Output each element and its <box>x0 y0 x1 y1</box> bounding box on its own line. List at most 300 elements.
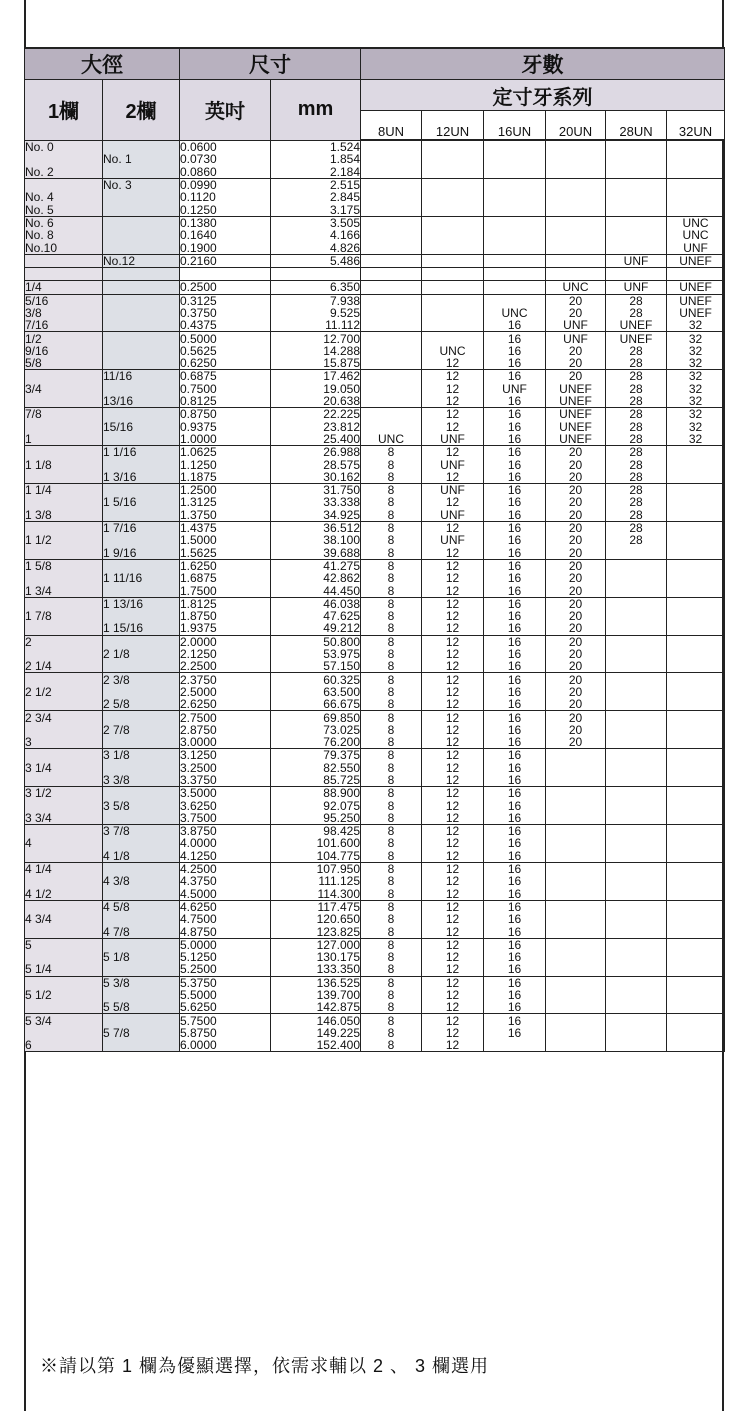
col2-size <box>103 433 180 446</box>
inch-value: 0.5625 <box>180 345 271 357</box>
mm-value: 88.900 <box>271 787 361 800</box>
table-row <box>25 521 725 534</box>
pitch-12un: 12 <box>422 736 484 749</box>
pitch-32un <box>667 862 725 875</box>
col2-size: 1 9/16 <box>103 547 180 560</box>
pitch-16un: 16 <box>484 888 546 901</box>
mm-value: 123.825 <box>271 925 361 938</box>
pitch-32un <box>667 458 725 470</box>
mm-value: 4.826 <box>271 241 361 254</box>
pitch-20un <box>546 153 606 165</box>
col1-size: 2 <box>25 635 103 648</box>
pitch-16un: 16 <box>484 471 546 484</box>
pitch-32un: 32 <box>667 383 725 395</box>
col2-size <box>103 203 180 216</box>
pitch-28un: 28 <box>606 484 667 497</box>
mm-value <box>271 267 361 280</box>
pitch-8un: 8 <box>361 900 422 913</box>
col1-size <box>25 749 103 762</box>
header-inch: 英吋 <box>180 80 271 141</box>
table-row <box>25 622 725 635</box>
pitch-28un <box>606 736 667 749</box>
pitch-12un: 12 <box>422 762 484 774</box>
pitch-28un: 28 <box>606 471 667 484</box>
pitch-8un <box>361 153 422 165</box>
mm-value: 79.375 <box>271 749 361 762</box>
mm-value: 47.625 <box>271 610 361 622</box>
col2-size <box>103 140 180 153</box>
mm-value: 17.462 <box>271 370 361 383</box>
col2-size <box>103 584 180 597</box>
pitch-16un: 16 <box>484 319 546 332</box>
pitch-8un: 8 <box>361 762 422 774</box>
col1-size <box>25 925 103 938</box>
col2-size: 1 7/16 <box>103 521 180 534</box>
mm-value: 111.125 <box>271 875 361 887</box>
inch-value: 0.1120 <box>180 191 271 203</box>
pitch-12un: 12 <box>422 787 484 800</box>
col2-size: No.12 <box>103 254 180 267</box>
table-row <box>25 446 725 459</box>
pitch-8un: 8 <box>361 787 422 800</box>
col1-size: 1 5/8 <box>25 559 103 572</box>
col2-size: 11/16 <box>103 370 180 383</box>
pitch-20un: UNC <box>546 281 606 294</box>
mm-value: 36.512 <box>271 521 361 534</box>
pitch-28un <box>606 597 667 610</box>
col2-size <box>103 559 180 572</box>
pitch-16un <box>484 254 546 267</box>
pitch-16un: 16 <box>484 698 546 711</box>
col1-size: No. 0 <box>25 140 103 153</box>
pitch-8un <box>361 178 422 191</box>
pitch-8un: 8 <box>361 559 422 572</box>
col1-size <box>25 622 103 635</box>
pitch-12un <box>422 254 484 267</box>
pitch-12un <box>422 216 484 229</box>
pitch-16un: 16 <box>484 925 546 938</box>
pitch-16un: 16 <box>484 572 546 584</box>
pitch-20un: 20 <box>546 610 606 622</box>
mm-value: 57.150 <box>271 660 361 673</box>
pitch-28un: UNEF <box>606 319 667 332</box>
pitch-20un <box>546 203 606 216</box>
pitch-16un <box>484 294 546 307</box>
mm-value: 41.275 <box>271 559 361 572</box>
pitch-16un <box>484 229 546 241</box>
pitch-12un: 12 <box>422 1001 484 1014</box>
col2-size: 5 7/8 <box>103 1027 180 1039</box>
col1-size <box>25 521 103 534</box>
mm-value: 152.400 <box>271 1039 361 1052</box>
pitch-16un: 16 <box>484 724 546 736</box>
pitch-16un: 16 <box>484 332 546 345</box>
col1-size <box>25 395 103 408</box>
pitch-28un <box>606 711 667 724</box>
pitch-16un: 16 <box>484 408 546 421</box>
mm-value: 33.338 <box>271 496 361 508</box>
pitch-16un: 16 <box>484 357 546 370</box>
col2-size <box>103 534 180 546</box>
pitch-12un <box>422 281 484 294</box>
pitch-28un <box>606 572 667 584</box>
pitch-12un <box>422 166 484 179</box>
pitch-32un <box>667 875 725 887</box>
mm-value: 30.162 <box>271 471 361 484</box>
col1-size: 5 1/2 <box>25 989 103 1001</box>
pitch-20un: 20 <box>546 648 606 660</box>
mm-value: 139.700 <box>271 989 361 1001</box>
mm-value: 101.600 <box>271 837 361 849</box>
pitch-32un <box>667 559 725 572</box>
pitch-32un <box>667 736 725 749</box>
table-row <box>25 319 725 332</box>
inch-value: 4.1250 <box>180 850 271 863</box>
col1-size: 4 1/2 <box>25 888 103 901</box>
col1-size <box>25 370 103 383</box>
pitch-28un <box>606 989 667 1001</box>
pitch-12un: 12 <box>422 559 484 572</box>
mm-value: 4.166 <box>271 229 361 241</box>
mm-value: 107.950 <box>271 862 361 875</box>
col2-size <box>103 191 180 203</box>
col2-size <box>103 229 180 241</box>
pitch-12un: 12 <box>422 925 484 938</box>
pitch-32un: 32 <box>667 433 725 446</box>
inch-value: 1.0625 <box>180 446 271 459</box>
pitch-32un <box>667 1039 725 1052</box>
pitch-20un: 20 <box>546 509 606 522</box>
pitch-20un: 20 <box>546 597 606 610</box>
inch-value: 1.3125 <box>180 496 271 508</box>
pitch-16un: 16 <box>484 976 546 989</box>
header-col1: 1欄 <box>25 80 103 141</box>
inch-value: 3.0000 <box>180 736 271 749</box>
header-12un: 12UN <box>422 111 484 141</box>
pitch-28un <box>606 1039 667 1052</box>
col2-size <box>103 711 180 724</box>
pitch-32un: 32 <box>667 319 725 332</box>
pitch-28un <box>606 812 667 825</box>
pitch-12un: 12 <box>422 521 484 534</box>
inch-value: 3.2500 <box>180 762 271 774</box>
inch-value: 0.0600 <box>180 140 271 153</box>
pitch-28un <box>606 875 667 887</box>
col1-size: 7/16 <box>25 319 103 332</box>
table-row <box>25 774 725 787</box>
pitch-8un: 8 <box>361 496 422 508</box>
pitch-12un: UNF <box>422 433 484 446</box>
col2-size <box>103 458 180 470</box>
pitch-32un <box>667 203 725 216</box>
table-row <box>25 711 725 724</box>
pitch-12un: 12 <box>422 963 484 976</box>
mm-value: 44.450 <box>271 584 361 597</box>
table-row <box>25 875 725 887</box>
mm-value: 14.288 <box>271 345 361 357</box>
pitch-32un <box>667 446 725 459</box>
pitch-32un: 32 <box>667 395 725 408</box>
mm-value: 53.975 <box>271 648 361 660</box>
pitch-20un <box>546 241 606 254</box>
pitch-32un: 32 <box>667 408 725 421</box>
pitch-32un <box>667 547 725 560</box>
pitch-16un: 16 <box>484 660 546 673</box>
inch-value: 0.0730 <box>180 153 271 165</box>
table-row <box>25 559 725 572</box>
inch-value: 1.3750 <box>180 509 271 522</box>
table-row <box>25 900 725 913</box>
pitch-28un: 28 <box>606 370 667 383</box>
pitch-8un <box>361 140 422 153</box>
pitch-8un: 8 <box>361 825 422 838</box>
pitch-32un <box>667 749 725 762</box>
col1-size <box>25 850 103 863</box>
pitch-8un: 8 <box>361 850 422 863</box>
table-row <box>25 153 725 165</box>
pitch-28un: 28 <box>606 383 667 395</box>
table-row <box>25 825 725 838</box>
pitch-20un <box>546 837 606 849</box>
pitch-32un <box>667 925 725 938</box>
col1-size: No. 2 <box>25 166 103 179</box>
pitch-20un <box>546 166 606 179</box>
pitch-28un <box>606 837 667 849</box>
table-row <box>25 648 725 660</box>
col2-size: 5 1/8 <box>103 951 180 963</box>
mm-value: 136.525 <box>271 976 361 989</box>
pitch-8un: 8 <box>361 547 422 560</box>
col2-size <box>103 963 180 976</box>
table-row <box>25 458 725 470</box>
pitch-20un: 20 <box>546 534 606 546</box>
pitch-28un: UNF <box>606 281 667 294</box>
col2-size: 3 3/8 <box>103 774 180 787</box>
col2-size: 13/16 <box>103 395 180 408</box>
table-row <box>25 850 725 863</box>
mm-value: 50.800 <box>271 635 361 648</box>
pitch-28un <box>606 610 667 622</box>
col1-size: 2 3/4 <box>25 711 103 724</box>
pitch-20un: 20 <box>546 711 606 724</box>
col1-size: No. 6 <box>25 216 103 229</box>
pitch-20un <box>546 850 606 863</box>
mm-value: 120.650 <box>271 913 361 925</box>
pitch-8un: 8 <box>361 635 422 648</box>
pitch-20un <box>546 1001 606 1014</box>
pitch-12un <box>422 241 484 254</box>
col1-size: 1 3/4 <box>25 584 103 597</box>
inch-value: 4.6250 <box>180 900 271 913</box>
col2-size <box>103 1039 180 1052</box>
mm-value: 12.700 <box>271 332 361 345</box>
col1-size <box>25 951 103 963</box>
mm-value: 3.505 <box>271 216 361 229</box>
col1-size <box>25 547 103 560</box>
pitch-32un <box>667 509 725 522</box>
pitch-12un: 12 <box>422 1027 484 1039</box>
table-row <box>25 837 725 849</box>
pitch-32un <box>667 825 725 838</box>
inch-value: 1.5625 <box>180 547 271 560</box>
col2-size: 3 7/8 <box>103 825 180 838</box>
col1-size <box>25 698 103 711</box>
pitch-32un <box>667 812 725 825</box>
table-row <box>25 635 725 648</box>
pitch-32un <box>667 140 725 153</box>
table-row <box>25 345 725 357</box>
inch-value: 2.2500 <box>180 660 271 673</box>
pitch-28un <box>606 825 667 838</box>
pitch-8un <box>361 319 422 332</box>
pitch-12un <box>422 307 484 319</box>
pitch-20un <box>546 178 606 191</box>
pitch-28un <box>606 660 667 673</box>
mm-value: 22.225 <box>271 408 361 421</box>
pitch-12un <box>422 319 484 332</box>
pitch-8un: 8 <box>361 458 422 470</box>
mm-value: 34.925 <box>271 509 361 522</box>
pitch-20un: 20 <box>546 673 606 686</box>
table-row <box>25 925 725 938</box>
pitch-16un <box>484 281 546 294</box>
col1-size: 5 <box>25 938 103 951</box>
pitch-28un <box>606 888 667 901</box>
pitch-32un <box>667 597 725 610</box>
pitch-12un: UNC <box>422 345 484 357</box>
pitch-8un <box>361 254 422 267</box>
pitch-20un: 20 <box>546 294 606 307</box>
inch-value: 4.5000 <box>180 888 271 901</box>
pitch-20un: UNEF <box>546 421 606 433</box>
pitch-20un <box>546 1039 606 1052</box>
pitch-32un <box>667 267 725 280</box>
mm-value: 104.775 <box>271 850 361 863</box>
pitch-8un: 8 <box>361 913 422 925</box>
pitch-16un <box>484 216 546 229</box>
pitch-20un: 20 <box>546 686 606 698</box>
pitch-8un: 8 <box>361 812 422 825</box>
pitch-8un <box>361 395 422 408</box>
pitch-16un: 16 <box>484 799 546 811</box>
pitch-20un <box>546 888 606 901</box>
pitch-20un <box>546 938 606 951</box>
pitch-32un <box>667 837 725 849</box>
pitch-28un: 28 <box>606 433 667 446</box>
col2-size: 2 7/8 <box>103 724 180 736</box>
pitch-16un: 16 <box>484 421 546 433</box>
col2-size <box>103 281 180 294</box>
pitch-20un: 20 <box>546 484 606 497</box>
pitch-16un: 16 <box>484 749 546 762</box>
mm-value: 38.100 <box>271 534 361 546</box>
pitch-20un <box>546 267 606 280</box>
pitch-12un: 12 <box>422 913 484 925</box>
pitch-8un <box>361 281 422 294</box>
pitch-20un <box>546 989 606 1001</box>
col2-size <box>103 307 180 319</box>
pitch-32un: UNEF <box>667 281 725 294</box>
pitch-20un: 20 <box>546 496 606 508</box>
pitch-32un: UNEF <box>667 307 725 319</box>
mm-value: 142.875 <box>271 1001 361 1014</box>
pitch-12un <box>422 332 484 345</box>
pitch-12un: 12 <box>422 888 484 901</box>
col2-size <box>103 837 180 849</box>
table-row <box>25 686 725 698</box>
pitch-16un: 16 <box>484 584 546 597</box>
mm-value: 6.350 <box>271 281 361 294</box>
pitch-12un: UNF <box>422 458 484 470</box>
inch-value: 5.1250 <box>180 951 271 963</box>
pitch-32un: 32 <box>667 370 725 383</box>
pitch-16un <box>484 191 546 203</box>
pitch-28un <box>606 1014 667 1027</box>
inch-value: 1.2500 <box>180 484 271 497</box>
table-row <box>25 140 725 153</box>
pitch-8un <box>361 267 422 280</box>
mm-value: 2.845 <box>271 191 361 203</box>
col2-size <box>103 294 180 307</box>
pitch-12un: 12 <box>422 812 484 825</box>
pitch-28un: 28 <box>606 307 667 319</box>
pitch-12un: 12 <box>422 1014 484 1027</box>
pitch-12un: 12 <box>422 446 484 459</box>
pitch-16un: 16 <box>484 635 546 648</box>
inch-value: 3.7500 <box>180 812 271 825</box>
pitch-28un: 28 <box>606 496 667 508</box>
table-row <box>25 660 725 673</box>
pitch-16un: 16 <box>484 458 546 470</box>
pitch-16un: 16 <box>484 787 546 800</box>
pitch-16un: 16 <box>484 686 546 698</box>
pitch-8un <box>361 216 422 229</box>
pitch-20un: 20 <box>546 370 606 383</box>
pitch-32un <box>667 938 725 951</box>
col2-size <box>103 862 180 875</box>
pitch-28un: 28 <box>606 534 667 546</box>
inch-value: 0.2160 <box>180 254 271 267</box>
col2-size: 2 3/8 <box>103 673 180 686</box>
pitch-12un: 12 <box>422 660 484 673</box>
pitch-12un <box>422 294 484 307</box>
table-row <box>25 1014 725 1027</box>
inch-value: 0.1380 <box>180 216 271 229</box>
mm-value: 1.854 <box>271 153 361 165</box>
pitch-8un <box>361 307 422 319</box>
pitch-20un <box>546 254 606 267</box>
pitch-8un: 8 <box>361 1001 422 1014</box>
col1-size: 3 1/4 <box>25 762 103 774</box>
pitch-32un <box>667 584 725 597</box>
pitch-20un <box>546 875 606 887</box>
mm-value: 7.938 <box>271 294 361 307</box>
pitch-8un <box>361 332 422 345</box>
inch-value: 0.1640 <box>180 229 271 241</box>
col2-size <box>103 660 180 673</box>
pitch-8un: 8 <box>361 1039 422 1052</box>
header-28un: 28UN <box>606 111 667 141</box>
pitch-16un: 16 <box>484 812 546 825</box>
table-row <box>25 203 725 216</box>
mm-value: 15.875 <box>271 357 361 370</box>
pitch-20un <box>546 787 606 800</box>
pitch-16un: 16 <box>484 547 546 560</box>
table-row <box>25 509 725 522</box>
col1-size: 5 3/4 <box>25 1014 103 1027</box>
pitch-20un: UNEF <box>546 395 606 408</box>
pitch-32un <box>667 888 725 901</box>
